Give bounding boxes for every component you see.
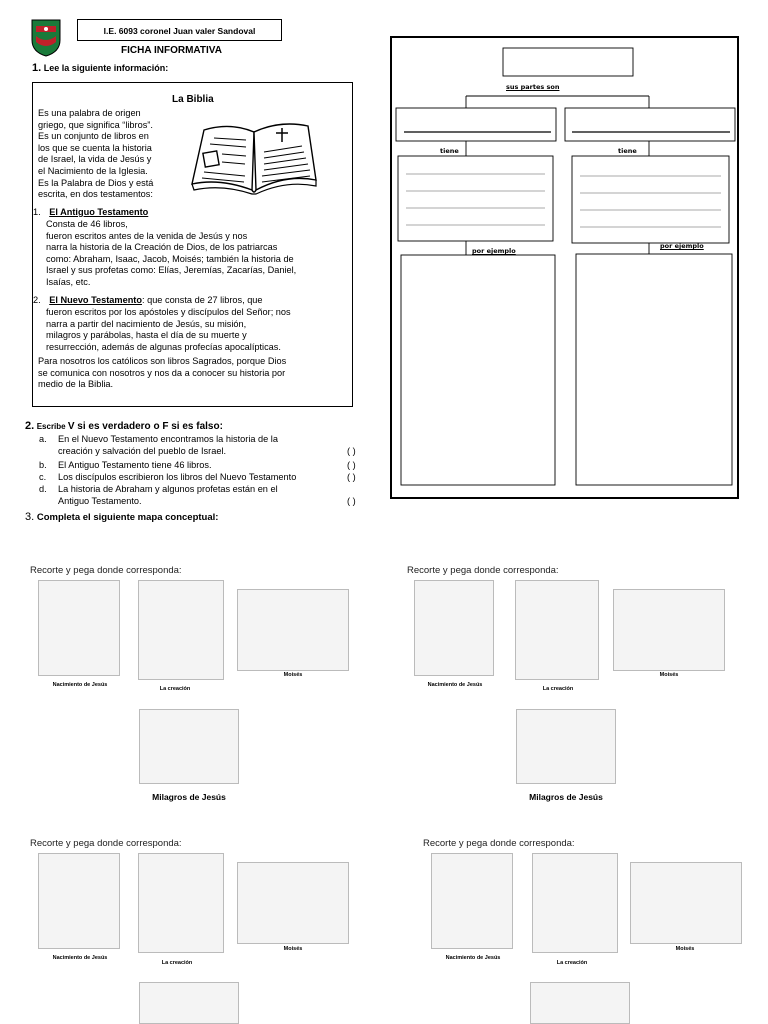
- section3-heading: 3. Completa el siguiente mapa conceptual:: [25, 511, 219, 523]
- new-testament-text: [46, 307, 346, 353]
- caption-milagros: Milagros de Jesús: [152, 792, 226, 802]
- map-label-example-left: por ejemplo: [472, 247, 516, 255]
- intro-line: Es una palabra de origen: [38, 108, 141, 118]
- moses-image: [630, 862, 742, 944]
- cutout-instruction: Recorte y pega donde corresponda:: [407, 565, 559, 576]
- moses-image: [237, 862, 349, 944]
- intro-line: escrita, en dos testamentos:: [38, 189, 153, 200]
- nativity-image: [431, 853, 513, 949]
- ot-line: Israel y sus profetas como: Elías, Jeremías, Zacarías, Daniel,: [46, 265, 297, 276]
- moses-image: [237, 589, 349, 671]
- intro-line: Es la Palabra de Dios y está: [38, 177, 154, 188]
- ot-line: fueron escritos antes de la venida de Jesús y nos: [46, 230, 248, 241]
- intro-line: de Israel, la vida de Jesús y: [38, 154, 152, 165]
- tf-item-a: a. En el Nuevo Testamento encontramos la historia de la creación y salvación del pueblo de Israel.: [39, 434, 278, 456]
- school-name: I.E. 6093 coronel Juan valer Sandoval: [77, 19, 282, 41]
- miracles-image: [139, 982, 239, 1024]
- nt-line: fueron escritos por los apóstoles y discípulos del Señor; nos: [46, 307, 291, 317]
- creation-image: [515, 580, 599, 680]
- ot-line: como: Abraham, Isaac, Jacob, Moisés; también la historia de: [46, 253, 294, 264]
- nt-line: narra a partir del nacimiento de Jesús, su misión,: [46, 318, 247, 329]
- concept-map-lines: [392, 38, 737, 497]
- map-example-box-right: [576, 254, 732, 485]
- bible-intro: [38, 108, 153, 201]
- caption-creacion: La creación: [556, 960, 588, 966]
- nativity-image: [414, 580, 494, 676]
- old-testament-title: El Antiguo Testamento: [49, 207, 149, 217]
- creation-image: [138, 580, 224, 680]
- answer-blank[interactable]: ( ): [347, 496, 356, 506]
- nativity-image: [38, 580, 120, 676]
- miracles-image: [516, 709, 616, 784]
- ot-line: Consta de 46 libros,: [46, 219, 128, 229]
- intro-line: los que se cuenta la historia: [38, 142, 152, 153]
- intro-line: el Nacimiento de la Iglesia.: [38, 165, 148, 176]
- map-label-parts: sus partes son: [506, 83, 560, 91]
- section2-heading: 2. Escribe V si es verdadero o F si es falso:: [25, 420, 223, 432]
- creation-image: [138, 853, 224, 953]
- caption-moises: Moisés: [283, 672, 303, 678]
- section1-heading: 1. Lee la siguiente información:: [32, 62, 169, 74]
- nt-line: resurrección, además de algunas profecías apocalípticas.: [46, 341, 281, 352]
- cutout-instruction: Recorte y pega donde corresponda:: [423, 838, 575, 849]
- nativity-image: [38, 853, 120, 949]
- caption-creacion: La creación: [542, 686, 574, 692]
- map-part-box-left: [396, 108, 556, 141]
- caption-nacimiento: Nacimiento de Jesús: [52, 682, 108, 688]
- closing-text: [38, 356, 286, 391]
- caption-moises: Moisés: [283, 946, 303, 952]
- open-bible-icon: [190, 118, 318, 198]
- bible-box-title: La Biblia: [172, 94, 214, 105]
- caption-milagros: Milagros de Jesús: [529, 792, 603, 802]
- intro-line: Es un conjunto de libros en: [38, 131, 149, 142]
- caption-creacion: La creación: [159, 686, 191, 692]
- answer-blank[interactable]: ( ): [347, 472, 356, 482]
- map-label-has-right: tiene: [618, 147, 637, 155]
- creation-image: [532, 853, 618, 953]
- miracles-image: [139, 709, 239, 784]
- caption-nacimiento: Nacimiento de Jesús: [52, 955, 108, 961]
- tf-item-d: d. La historia de Abraham y algunos profetas están en el Antiguo Testamento.: [39, 484, 278, 506]
- closing-line: Para nosotros los católicos son libros Sagrados, porque Dios: [38, 356, 287, 366]
- old-testament-text: [46, 219, 346, 289]
- ot-line: Isaías, etc.: [46, 276, 91, 287]
- closing-line: medio de la Biblia.: [38, 379, 114, 390]
- answer-blank[interactable]: ( ): [347, 460, 356, 470]
- map-label-has-left: tiene: [440, 147, 459, 155]
- nt-line: milagros y parábolas, hasta el día de su muerte y: [46, 330, 247, 341]
- concept-map: [390, 36, 739, 499]
- cutout-instruction: Recorte y pega donde corresponda:: [30, 565, 182, 576]
- closing-line: se comunica con nosotros y nos da a conocer su historia por: [38, 367, 286, 378]
- caption-nacimiento: Nacimiento de Jesús: [427, 682, 483, 688]
- moses-image: [613, 589, 725, 671]
- map-example-box-left: [401, 255, 555, 485]
- caption-moises: Moisés: [659, 672, 679, 678]
- ot-line: narra la historia de la Creación de Dios, de los patriarcas: [46, 242, 278, 253]
- map-has-box-right: [572, 156, 729, 243]
- old-testament-heading: 1. El Antiguo Testamento: [33, 207, 149, 217]
- intro-line: griego, que significa “libros”.: [38, 119, 153, 130]
- cutout-instruction: Recorte y pega donde corresponda:: [30, 838, 182, 849]
- map-root-box: [503, 48, 633, 76]
- tf-item-b: b. El Antiguo Testamento tiene 46 libros.: [39, 460, 212, 470]
- map-has-box-left: [398, 156, 553, 241]
- map-part-box-right: [565, 108, 735, 141]
- answer-blank[interactable]: ( ): [347, 446, 356, 456]
- caption-nacimiento: Nacimiento de Jesús: [445, 955, 501, 961]
- new-testament-heading: 2. El Nuevo Testamento: que consta de 27 libros, que: [33, 295, 263, 305]
- school-crest-icon: [30, 18, 62, 58]
- tf-item-c: c. Los discípulos escribieron los libros del Nuevo Testamento: [39, 472, 297, 482]
- new-testament-title: El Nuevo Testamento: [49, 295, 142, 305]
- caption-creacion: La creación: [161, 960, 193, 966]
- caption-moises: Moisés: [675, 946, 695, 952]
- miracles-image: [530, 982, 630, 1024]
- map-label-example-right: por ejemplo: [660, 242, 704, 250]
- page-title: FICHA INFORMATIVA: [121, 45, 222, 56]
